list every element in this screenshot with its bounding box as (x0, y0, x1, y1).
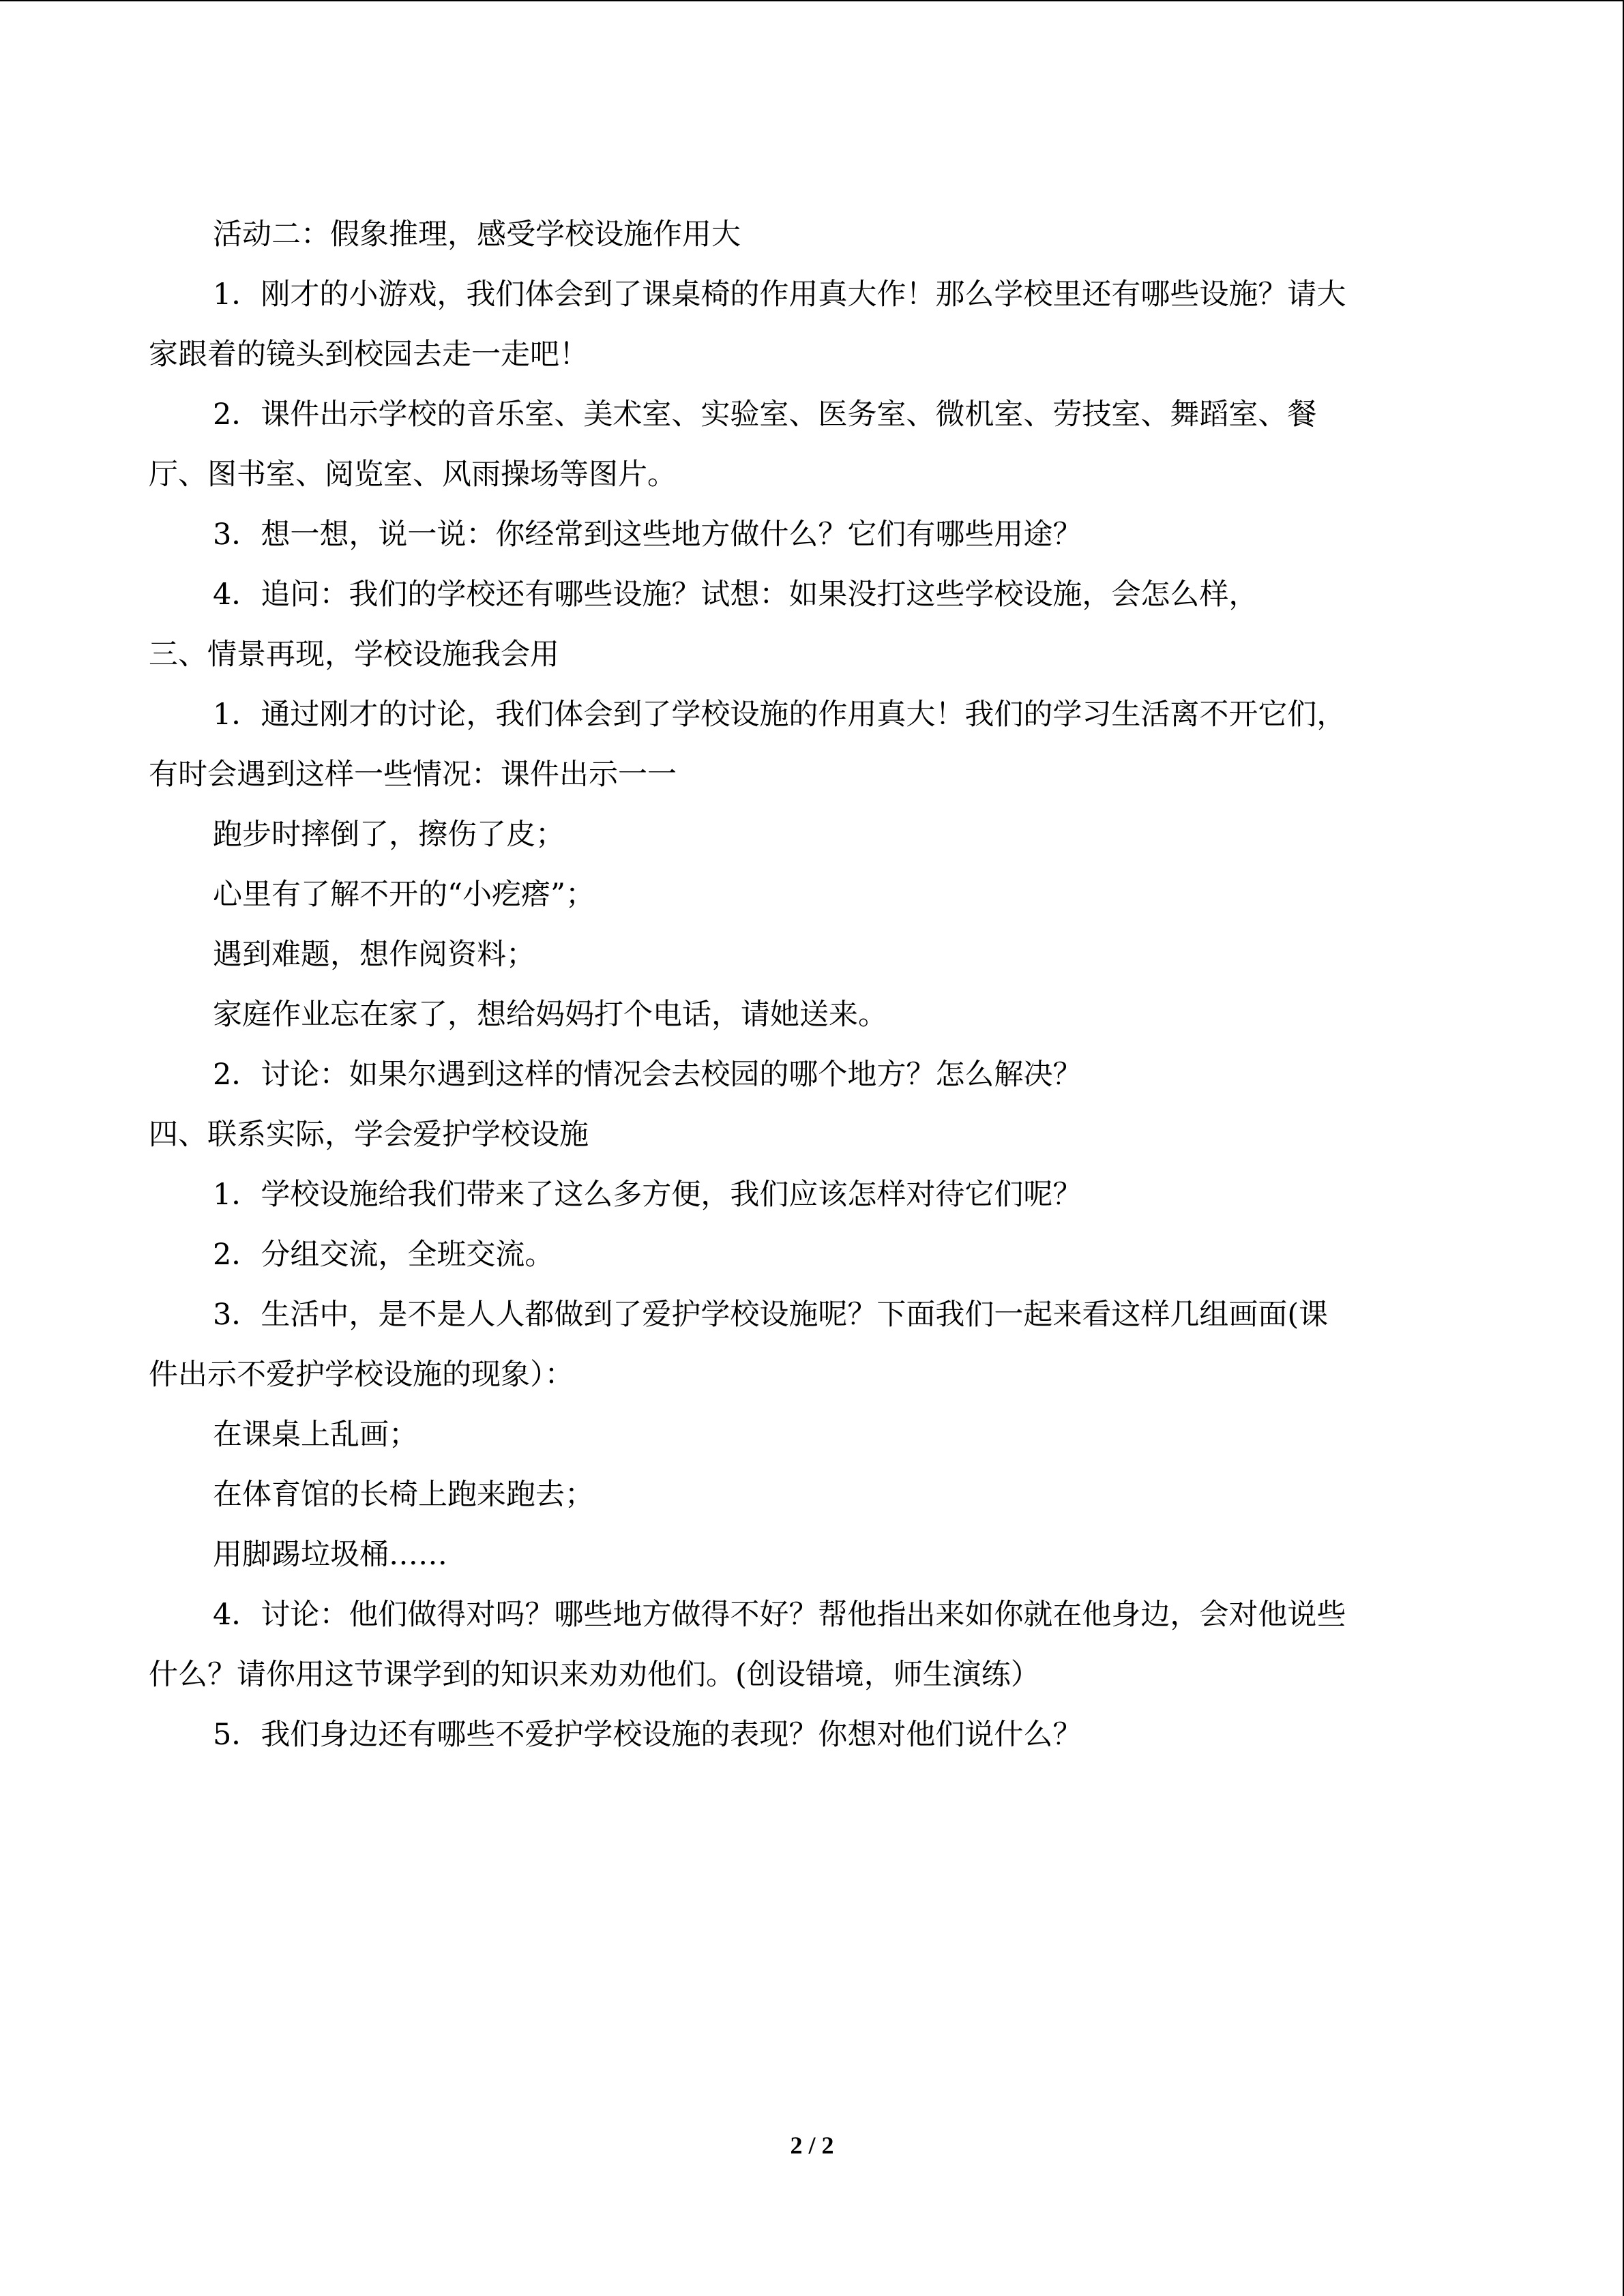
text-line: 2．讨论：如果尔遇到这样的情况会去校园的哪个地方？怎么解决？ (213, 1058, 1082, 1092)
section-heading: 三、情景再现，学校设施我会用 (149, 638, 559, 672)
text-line: 厅、图书室、阅览室、风雨操场等图片。 (149, 458, 677, 492)
text-line: 家庭作业忘在家了，想给妈妈打个电话，请她送来。 (213, 998, 887, 1032)
text-line: 4．追问：我们的学校还有哪些设施？试想：如果没打这些学校设施，会怎么样， (213, 578, 1258, 612)
document-body (149, 205, 1479, 1765)
text-line: 用脚踢垃圾桶…… (213, 1538, 447, 1572)
text-line: 1．刚才的小游戏，我们体会到了课桌椅的作用真大作！那么学校里还有哪些设施？请大 (213, 278, 1346, 312)
text-line: 家跟着的镜头到校园去走一走吧！ (149, 338, 589, 372)
text-line: 遇到难题，想作阅资料； (213, 938, 535, 972)
text-line: 心里有了解不开的“小疙瘩”； (213, 878, 595, 912)
text-line: 活动二：假象推理，感受学校设施作用大 (213, 218, 741, 252)
text-line: 3．想一想，说一说：你经常到这些地方做什么？它们有哪些用途？ (213, 518, 1082, 552)
section-heading: 四、联系实际，学会爱护学校设施 (149, 1118, 589, 1152)
text-line: 在体育馆的长椅上跑来跑去； (213, 1478, 594, 1512)
text-line: 2．分组交流，全班交流。 (213, 1238, 555, 1272)
text-line: 跑步时摔倒了，擦伤了皮； (213, 818, 565, 852)
page-number: 2 / 2 (790, 2132, 834, 2159)
text-line: 1．通过刚才的讨论，我们体会到了学校设施的作用真大！我们的学习生活离不开它们， (213, 698, 1346, 732)
text-line: 有时会遇到这样一些情况：课件出示一一 (149, 758, 677, 792)
text-line: 2．课件出示学校的音乐室、美术室、实验室、医务室、微机室、劳技室、舞蹈室、餐 (213, 398, 1317, 432)
text-line: 在课桌上乱画； (213, 1418, 418, 1452)
text-line: 什么？请你用这节课学到的知识来劝劝他们。(创设错境，师生演练） (149, 1658, 1040, 1692)
text-line: 件出示不爱护学校设施的现象）： (149, 1358, 574, 1392)
text-line: 5．我们身边还有哪些不爱护学校设施的表现？你想对他们说什么？ (213, 1718, 1082, 1752)
text-line: 3．生活中，是不是人人都做到了爱护学校设施呢？下面我们一起来看这样几组画面(课 (213, 1298, 1329, 1332)
text-line: 1．学校设施给我们带来了这么多方便，我们应该怎样对待它们呢？ (213, 1178, 1082, 1212)
text-line: 4．讨论：他们做得对吗？哪些地方做得不好？帮他指出来如你就在他身边，会对他说些 (213, 1598, 1346, 1632)
